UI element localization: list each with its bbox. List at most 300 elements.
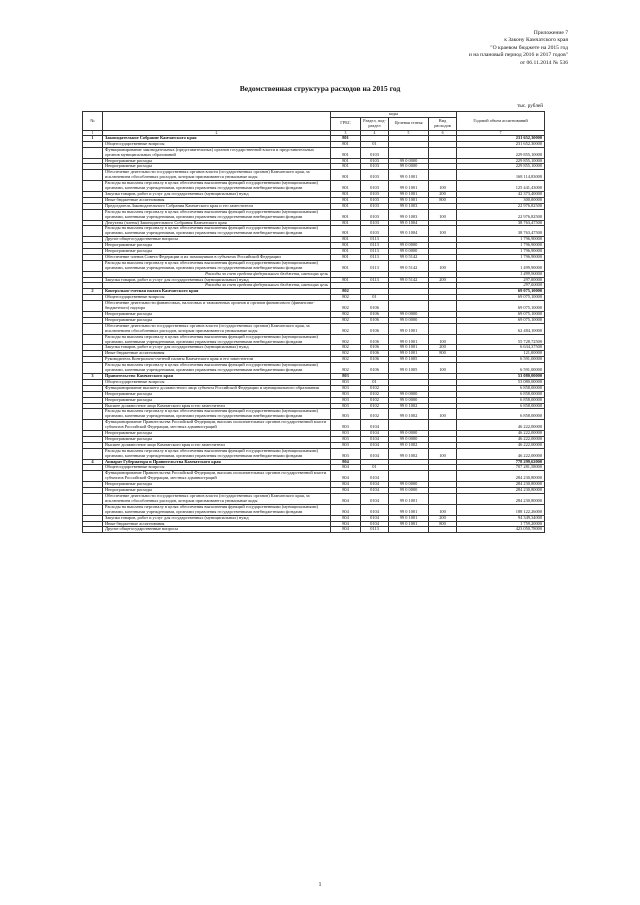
- row-cel: 99 0 0000: [389, 397, 429, 403]
- units-label: тыс. рублей: [517, 103, 543, 109]
- row-grbs: 801: [331, 197, 361, 203]
- row-grbs: 802: [331, 317, 361, 323]
- row-grbs: 801: [331, 237, 361, 243]
- row-razdel: 0104: [361, 504, 389, 515]
- table-row: [83, 181, 545, 192]
- row-name: Высшее должностное лицо Камчатского края и его заместители: [103, 442, 331, 448]
- row-name: Высшее должностное лицо Камчатского края и его заместители: [103, 403, 331, 409]
- row-num: [83, 504, 103, 515]
- row-razdel: 0113: [361, 249, 389, 255]
- row-sum: 46 222,00000: [457, 442, 545, 448]
- row-razdel: 0102: [361, 397, 389, 403]
- row-razdel: 0113: [361, 260, 389, 271]
- row-vid: 800: [429, 197, 457, 203]
- row-sum: 125 441,43000: [457, 181, 545, 192]
- row-sum: 6 858,00000: [457, 391, 545, 397]
- row-name: Правительство Камчатского края: [103, 373, 331, 379]
- row-razdel: 0103: [361, 158, 389, 164]
- row-razdel: 0113: [361, 527, 389, 533]
- row-num: 4: [83, 459, 103, 465]
- row-cel: 99 0 1002: [389, 409, 429, 420]
- row-razdel: 01: [361, 141, 389, 147]
- row-cel: 99 0 1001: [389, 197, 429, 203]
- row-grbs: 804: [331, 504, 361, 515]
- header-vid: Вид расходов: [429, 117, 457, 130]
- row-razdel: 0104: [361, 431, 389, 437]
- row-grbs: 802: [331, 334, 361, 345]
- row-vid: [429, 494, 457, 505]
- row-name: Обеспечение деятельности государственных органов власти (государственных органов) Камчатского края, за исключением обособленных расходов, которым присваиваются уникальные коды: [103, 170, 331, 181]
- row-grbs: 803: [331, 391, 361, 397]
- row-cel: 99 0 0000: [389, 243, 429, 249]
- appendix-line: Приложение 7: [533, 30, 568, 36]
- row-cel: 99 0 1001: [389, 504, 429, 515]
- row-razdel: 0103: [361, 170, 389, 181]
- row-cel: 99 0 0000: [389, 312, 429, 318]
- row-num: [83, 181, 103, 192]
- row-grbs: 801: [331, 220, 361, 226]
- row-name: Расходы на выплаты персоналу в целях обеспечения выполнения функций государственными (муниципальными) органами, казенными учреждениями, органами управления государственными внебюджетными фондами: [103, 409, 331, 420]
- page-number: 1: [318, 882, 322, 888]
- row-sum: 297,00000: [457, 283, 545, 289]
- row-sum: 6 591,00000: [457, 357, 545, 363]
- row-grbs: 804: [331, 459, 361, 465]
- row-razdel: 0103: [361, 209, 389, 220]
- row-razdel: 0106: [361, 351, 389, 357]
- row-grbs: 801: [331, 254, 361, 260]
- row-sum: 778 299,62000: [457, 459, 545, 465]
- row-razdel: 0103: [361, 147, 389, 158]
- row-name: Общегосударственные вопросы: [103, 379, 331, 385]
- row-name: Непрограммные расходы: [103, 158, 331, 164]
- table-row: [83, 301, 545, 312]
- row-cel: 99 0 0000: [389, 436, 429, 442]
- row-razdel: 0106: [361, 363, 389, 374]
- row-name: Закупка товаров, работ и услуг для государственных (муниципальных) нужд: [103, 191, 331, 197]
- row-num: [83, 226, 103, 237]
- row-grbs: 801: [331, 243, 361, 249]
- row-sum: 707 281,58000: [457, 465, 545, 471]
- row-razdel: 0104: [361, 515, 389, 521]
- row-sum: 1 499,90000: [457, 271, 545, 277]
- row-sum: 55 728,72500: [457, 334, 545, 345]
- row-num: [83, 471, 103, 482]
- row-num: [83, 420, 103, 431]
- table-row: [83, 494, 545, 505]
- row-name: Непрограммные расходы: [103, 436, 331, 442]
- row-grbs: 802: [331, 351, 361, 357]
- appendix-line: к Закону Камчатского края: [504, 37, 568, 44]
- row-name: Функционирование законодательных (представительных) органов государственной власти и представительных органов муниципальных образований: [103, 147, 331, 158]
- row-sum: 423 050,78000: [457, 527, 545, 533]
- row-cel: [389, 420, 429, 431]
- row-razdel: 0106: [361, 301, 389, 312]
- row-name: Закупка товаров, работ и услуг для государственных (муниципальных) нужд: [103, 345, 331, 351]
- row-num: [83, 363, 103, 374]
- row-sum: 229 855,10000: [457, 147, 545, 158]
- row-name: Непрограммные расходы: [103, 397, 331, 403]
- row-sum: 6 858,00000: [457, 385, 545, 391]
- row-sum: 6 858,00000: [457, 397, 545, 403]
- row-grbs: 804: [331, 527, 361, 533]
- row-num: [83, 147, 103, 158]
- row-vid: 200: [429, 277, 457, 283]
- row-name: Обеспечение деятельности финансовых, налоговых и таможенных органов и органов финансового (финансово-бюджетного) надзора: [103, 301, 331, 312]
- row-vid: 100: [429, 409, 457, 420]
- row-grbs: 802: [331, 312, 361, 318]
- row-razdel: 0104: [361, 494, 389, 505]
- table-row: [83, 260, 545, 271]
- row-num: [83, 494, 103, 505]
- row-name: Депутаты (члены) Законодательного Собрания Камчатского края: [103, 220, 331, 226]
- row-sum: 6 591,00000: [457, 363, 545, 374]
- row-sum: 121,00000: [457, 351, 545, 357]
- row-vid: 200: [429, 345, 457, 351]
- row-name: Контрольно-счетная палата Камчатского края: [103, 289, 331, 295]
- row-sum: 1 796,90000: [457, 237, 545, 243]
- row-name: Расходы на выплаты персоналу в целях обеспечения выполнения функций государственными (муниципальными) органами, казенными учреждениями, органами управления государственными внебюджетными фондами: [103, 363, 331, 374]
- row-vid: [429, 471, 457, 482]
- table-row: [83, 334, 545, 345]
- row-sum: 69 075,10000: [457, 295, 545, 301]
- row-sum: 46 222,00000: [457, 448, 545, 459]
- header-codes: коды: [331, 112, 457, 118]
- row-razdel: 0102: [361, 409, 389, 420]
- row-grbs: 802: [331, 301, 361, 312]
- row-name: Непрограммные расходы: [103, 482, 331, 488]
- index-cell: 5: [389, 130, 429, 135]
- row-name: Закупка товаров, работ и услуг для государственных (муниципальных) нужд: [103, 277, 331, 283]
- row-razdel: 01: [361, 295, 389, 301]
- table-row: [83, 527, 545, 533]
- row-grbs: 801: [331, 226, 361, 237]
- row-name: Иные бюджетные ассигнования: [103, 521, 331, 527]
- row-cel: 99 0 1001: [389, 323, 429, 334]
- row-num: 1: [83, 135, 103, 141]
- index-cell: 2: [103, 130, 331, 135]
- index-cell: 1: [83, 130, 103, 135]
- row-razdel: 0104: [361, 471, 389, 482]
- row-razdel: 0104: [361, 488, 389, 494]
- row-grbs: 802: [331, 323, 361, 334]
- row-name: Обеспечение деятельности государственных органов власти (государственных органов) Камчатского края, за исключением обособленных расходов, которым присваиваются уникальные коды: [103, 494, 331, 505]
- row-name: Законодательное Собрание Камчатского края: [103, 135, 331, 141]
- row-grbs: 803: [331, 397, 361, 403]
- row-grbs: 801: [331, 277, 361, 283]
- row-sum: 300,00000: [457, 197, 545, 203]
- row-sum: 284 230,80000: [457, 482, 545, 488]
- row-razdel: 0103: [361, 164, 389, 170]
- header-num: №: [83, 112, 103, 131]
- row-grbs: 803: [331, 379, 361, 385]
- row-grbs: 803: [331, 448, 361, 459]
- row-name: Общегосударственные вопросы: [103, 141, 331, 147]
- row-razdel: 0106: [361, 312, 389, 318]
- row-name: Закупка товаров, работ и услуг для государственных (муниципальных) нужд: [103, 515, 331, 521]
- row-name: Расходы за счет средств федерального бюджета, имеющих цель: [103, 283, 331, 289]
- row-razdel: 0102: [361, 385, 389, 391]
- row-sum: 1 796,90000: [457, 243, 545, 249]
- header-name: [103, 112, 331, 131]
- row-razdel: 0104: [361, 482, 389, 488]
- row-cel: [389, 147, 429, 158]
- row-vid: 100: [429, 448, 457, 459]
- row-name: Другие общегосударственные вопросы: [103, 237, 331, 243]
- row-cel: 99 0 1001: [389, 334, 429, 345]
- table-row: [83, 209, 545, 220]
- row-grbs: 804: [331, 494, 361, 505]
- row-sum: 1 759,20000: [457, 521, 545, 527]
- row-grbs: 801: [331, 209, 361, 220]
- row-vid: 800: [429, 521, 457, 527]
- table-body: [83, 135, 545, 532]
- row-num: [83, 209, 103, 220]
- row-grbs: 804: [331, 515, 361, 521]
- row-name: Функционирование высшего должностного лица субъекта Российской Федерации и муниципального образования: [103, 385, 331, 391]
- row-grbs: 803: [331, 442, 361, 448]
- row-razdel: 0103: [361, 181, 389, 192]
- row-cel: 99 0 1001: [389, 181, 429, 192]
- row-sum: 46 222,00000: [457, 436, 545, 442]
- row-cel: 99 0 1004: [389, 226, 429, 237]
- row-cel: 99 0 1002: [389, 442, 429, 448]
- row-grbs: 802: [331, 363, 361, 374]
- row-cel: 99 0 0000: [389, 431, 429, 437]
- table-row: [83, 323, 545, 334]
- header-razdel: Раздел, под-раздел: [361, 117, 389, 130]
- row-sum: 231 652,30000: [457, 135, 545, 141]
- row-name: Расходы на выплаты персоналу в целях обеспечения выполнения функций государственными (муниципальными) органами, казенными учреждениями, органами управления государственными внебюджетными фондами: [103, 448, 331, 459]
- row-num: [83, 301, 103, 312]
- row-vid: 800: [429, 351, 457, 357]
- row-num: 3: [83, 373, 103, 379]
- row-sum: 22 976,82500: [457, 203, 545, 209]
- row-vid: 100: [429, 226, 457, 237]
- row-sum: 38 763,47500: [457, 220, 545, 226]
- row-sum: 297,00000: [457, 277, 545, 283]
- row-num: [83, 334, 103, 345]
- row-razdel: 0106: [361, 345, 389, 351]
- table-row: [83, 448, 545, 459]
- table-row: [83, 471, 545, 482]
- row-name: Расходы за счет средств федерального бюджета, имеющих цель: [103, 271, 331, 277]
- row-vid: 100: [429, 334, 457, 345]
- row-cel: 99 0 1001: [389, 191, 429, 197]
- row-vid: [429, 420, 457, 431]
- appendix-line: и на плановый период 2016 и 2017 годов": [468, 52, 568, 59]
- row-cel: 99 0 1001: [389, 521, 429, 527]
- row-grbs: 801: [331, 164, 361, 170]
- row-name: Руководитель Контрольно-счетной палаты Камчатского края и его заместители: [103, 357, 331, 363]
- row-vid: 100: [429, 504, 457, 515]
- appendix-block: [469, 30, 568, 67]
- row-name: Расходы на выплаты персоналу в целях обеспечения выполнения функций государственными (муниципальными) органами, казенными учреждениями, органами управления государственными внебюджетными фондами: [103, 226, 331, 237]
- row-grbs: 803: [331, 436, 361, 442]
- row-cel: 99 0 1004: [389, 220, 429, 226]
- row-razdel: 0104: [361, 442, 389, 448]
- table-row: [83, 409, 545, 420]
- row-num: [83, 527, 103, 533]
- row-cel: 99 0 1001: [389, 170, 429, 181]
- row-vid: 200: [429, 191, 457, 197]
- row-sum: 168 114,83000: [457, 170, 545, 181]
- row-cel: 99 0 1005: [389, 363, 429, 374]
- row-grbs: 802: [331, 345, 361, 351]
- row-cel: 99 0 5142: [389, 260, 429, 271]
- row-razdel: 0104: [361, 448, 389, 459]
- row-grbs: 801: [331, 147, 361, 158]
- index-cell: 6: [429, 130, 457, 135]
- row-cel: 99 0 0000: [389, 158, 429, 164]
- row-cel: 99 0 5142: [389, 254, 429, 260]
- row-sum: 229 855,10000: [457, 164, 545, 170]
- row-vid: [429, 301, 457, 312]
- row-name: Иные бюджетные ассигнования: [103, 197, 331, 203]
- row-sum: 229 855,10000: [457, 158, 545, 164]
- row-grbs: 802: [331, 357, 361, 363]
- row-grbs: 804: [331, 465, 361, 471]
- row-name: Расходы на выплаты персоналу в целях обеспечения выполнения функций государственными (муниципальными) органами, казенными учреждениями, органами управления государственными внебюджетными фондами: [103, 260, 331, 271]
- row-name: Непрограммные расходы: [103, 312, 331, 318]
- row-cel: 99 0 0000: [389, 482, 429, 488]
- row-razdel: 0113: [361, 277, 389, 283]
- header-grbs: ГРБС: [331, 117, 361, 130]
- row-num: [83, 323, 103, 334]
- row-sum: 284 230,80000: [457, 494, 545, 505]
- row-razdel: 0103: [361, 197, 389, 203]
- row-cel: 99 0 1002: [389, 448, 429, 459]
- row-vid: 100: [429, 209, 457, 220]
- row-razdel: 0106: [361, 323, 389, 334]
- row-razdel: 0106: [361, 334, 389, 345]
- index-cell: 3: [331, 130, 361, 135]
- row-razdel: 0103: [361, 203, 389, 209]
- row-grbs: 803: [331, 385, 361, 391]
- row-vid: [429, 323, 457, 334]
- row-sum: 6 634,37500: [457, 345, 545, 351]
- row-cel: 99 0 1003: [389, 203, 429, 209]
- row-grbs: 801: [331, 191, 361, 197]
- row-name: Непрограммные расходы: [103, 164, 331, 170]
- row-razdel: 0106: [361, 357, 389, 363]
- row-cel: [389, 301, 429, 312]
- row-razdel: 0104: [361, 436, 389, 442]
- row-name: Обеспечение деятельности государственных органов власти (государственных органов) Камчатского края, за исключением обособленных расходов, которым присваиваются уникальные коды: [103, 323, 331, 334]
- row-razdel: 0104: [361, 521, 389, 527]
- row-vid: 100: [429, 363, 457, 374]
- appendix-line: "О краевом бюджете на 2015 год: [490, 44, 568, 51]
- document-title: Ведомственная структура расходов на 2015 год: [239, 84, 401, 93]
- table-row: [83, 147, 545, 158]
- row-cel: 99 0 1005: [389, 357, 429, 363]
- row-sum: 1 499,90000: [457, 260, 545, 271]
- row-cel: 99 0 1001: [389, 515, 429, 521]
- row-name: Функционирование Правительства Российской Федерации, высших исполнительных органов государственной власти субъектов Российской Федерации, местных администраций: [103, 471, 331, 482]
- row-name: Иные бюджетные ассигнования: [103, 351, 331, 357]
- row-razdel: 0103: [361, 226, 389, 237]
- row-vid: 100: [429, 260, 457, 271]
- row-sum: 1 796,90000: [457, 254, 545, 260]
- row-vid: [429, 527, 457, 533]
- row-cel: 99 0 0000: [389, 317, 429, 323]
- row-razdel: 0113: [361, 237, 389, 243]
- index-cell: 7: [457, 130, 545, 135]
- row-grbs: 804: [331, 488, 361, 494]
- row-cel: 99 0 1001: [389, 494, 429, 505]
- row-sum: 69 075,10000: [457, 317, 545, 323]
- row-cel: [389, 471, 429, 482]
- row-grbs: 801: [331, 249, 361, 255]
- row-razdel: 0106: [361, 317, 389, 323]
- table-row: [83, 226, 545, 237]
- row-grbs: 801: [331, 203, 361, 209]
- row-vid: 100: [429, 181, 457, 192]
- row-grbs: 803: [331, 409, 361, 420]
- row-razdel: 0113: [361, 254, 389, 260]
- row-razdel: 0103: [361, 191, 389, 197]
- row-razdel: 01: [361, 465, 389, 471]
- row-sum: 6 858,00000: [457, 403, 545, 409]
- row-sum: 1 796,90000: [457, 249, 545, 255]
- row-name: Непрограммные расходы: [103, 431, 331, 437]
- row-name: Общегосударственные вопросы: [103, 465, 331, 471]
- row-num: [83, 170, 103, 181]
- table-row: [83, 170, 545, 181]
- row-name: Непрограммные расходы: [103, 317, 331, 323]
- row-grbs: 801: [331, 135, 361, 141]
- row-sum: 284 230,80000: [457, 488, 545, 494]
- row-grbs: 801: [331, 260, 361, 271]
- row-vid: [429, 170, 457, 181]
- row-grbs: 804: [331, 482, 361, 488]
- row-cel: 99 0 1001: [389, 351, 429, 357]
- row-sum: 62 484,10000: [457, 323, 545, 334]
- row-grbs: 804: [331, 471, 361, 482]
- row-vid: 200: [429, 515, 457, 521]
- row-grbs: 801: [331, 181, 361, 192]
- row-num: 2: [83, 289, 103, 295]
- row-sum: 38 763,47500: [457, 226, 545, 237]
- row-num: [83, 409, 103, 420]
- row-cel: 99 0 0000: [389, 488, 429, 494]
- row-name: Общегосударственные вопросы: [103, 295, 331, 301]
- row-razdel: 0102: [361, 403, 389, 409]
- row-name: Непрограммные расходы: [103, 243, 331, 249]
- row-grbs: 801: [331, 170, 361, 181]
- row-name: Аппарат Губернатора и Правительства Камчатского края: [103, 459, 331, 465]
- expenditure-table: [82, 111, 545, 533]
- row-sum: 46 222,00000: [457, 431, 545, 437]
- row-cel: 99 0 0000: [389, 164, 429, 170]
- row-sum: 42 373,40000: [457, 191, 545, 197]
- row-name: Расходы на выплаты персоналу в целях обеспечения выполнения функций государственными (муниципальными) органами, казенными учреждениями, органами управления государственными внебюджетными фондами: [103, 504, 331, 515]
- row-sum: 284 230,80000: [457, 471, 545, 482]
- row-razdel: 0102: [361, 391, 389, 397]
- row-sum: 69 075,10000: [457, 289, 545, 295]
- row-name: Непрограммные расходы: [103, 391, 331, 397]
- row-sum: 53 080,00000: [457, 373, 545, 379]
- row-sum: 94 349,34000: [457, 515, 545, 521]
- row-cel: [389, 527, 429, 533]
- row-cel: 99 0 0000: [389, 391, 429, 397]
- row-grbs: 803: [331, 420, 361, 431]
- row-razdel: 0104: [361, 420, 389, 431]
- index-cell: 4: [361, 130, 389, 135]
- row-name: Расходы на выплаты персоналу в целях обеспечения выполнения функций государственными (муниципальными) органами, казенными учреждениями, органами управления государственными внебюджетными фондами: [103, 209, 331, 220]
- table-row: [83, 504, 545, 515]
- row-name: Расходы на выплаты персоналу в целях обеспечения выполнения функций государственными (муниципальными) органами, казенными учреждениями, органами управления государственными внебюджетными фондами: [103, 334, 331, 345]
- header-cel: Целевая статья: [389, 117, 429, 130]
